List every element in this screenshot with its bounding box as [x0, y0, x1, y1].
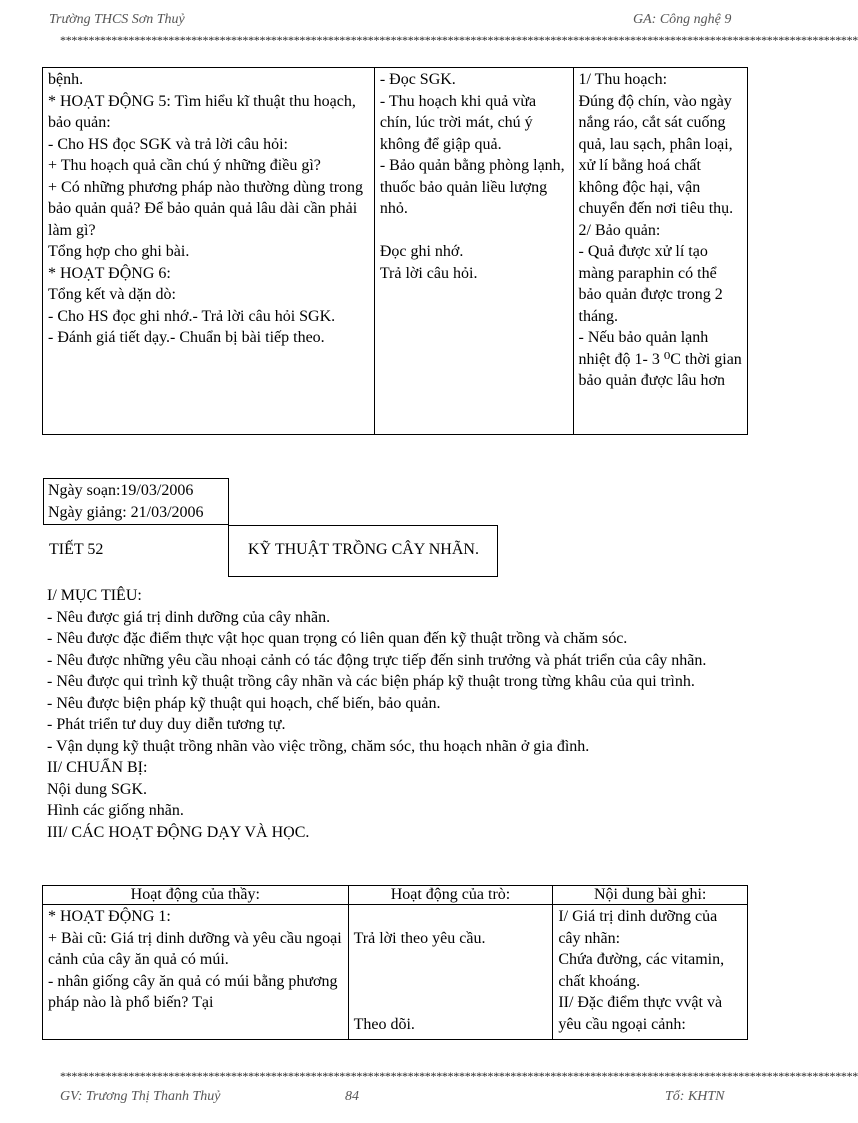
prep-date: Ngày soạn:19/03/2006	[48, 482, 194, 499]
text-line: - Nêu được giá trị dinh dưỡng của cây nhãn.	[47, 608, 331, 626]
column-header-teacher: Hoạt động của thầy:	[43, 886, 349, 905]
activity-table-2	[42, 885, 748, 1040]
text-line: + Thu hoạch quả cần chú ý những điều gì?	[48, 157, 321, 174]
text-line: - Nêu được qui trình kỹ thuật trồng cây nhãn và các biện pháp kỹ thuật trong từng khâu của qui trình.	[47, 673, 695, 690]
text-line: I/ Giá trị dinh dưỡng của cây nhãn:	[558, 908, 722, 947]
footer-separator: ********************************************************************************************************************************************	[60, 1069, 858, 1083]
text-line: Tổng kết và dặn dò:	[48, 286, 176, 303]
text-line: I/ MỤC TIÊU:	[47, 587, 142, 604]
teach-date: Ngày giảng: 21/03/2006	[48, 503, 204, 521]
text-line: - Bảo quản bằng phòng lạnh, thuốc bảo quản liều lượng nhỏ.	[379, 157, 569, 217]
header-school: Trường THCS Sơn Thuỷ	[49, 12, 185, 27]
text-line: III/ CÁC HOẠT ĐỘNG DẠY VÀ HỌC.	[47, 823, 310, 841]
text-line: Đọc ghi nhớ.	[379, 243, 464, 260]
text-line: - Nếu bảo quản lạnh nhiệt độ 1- 3 ⁰C thời gian bảo quản được lâu hơn	[578, 329, 746, 389]
text-line: 2/ Bảo quản:	[578, 221, 661, 239]
text-line: + Bài cũ: Giá trị dinh dưỡng và yêu cầu ngoại cảnh của cây ăn quả có múi.	[48, 929, 346, 969]
page-number: 84	[345, 1089, 359, 1104]
text-line: - Nêu được biện pháp kỹ thuật qui hoạch, chế biến, bảo quản.	[47, 694, 441, 712]
header-subject: GA: Công nghệ 9	[633, 12, 732, 27]
text-line	[380, 220, 568, 242]
date-box	[43, 478, 229, 525]
text-line: Trả lời câu hỏi.	[379, 264, 478, 282]
lesson-content-cell	[553, 905, 748, 1040]
text-line: bệnh.	[48, 71, 84, 88]
text-line	[354, 906, 548, 928]
text-line: + Có những phương pháp nào thường dùng trong bảo quản quả? Để bảo quản quả lâu dài cần phải làm gì?	[48, 178, 368, 239]
lesson-objectives	[47, 585, 767, 843]
text-line: - Cho HS đọc ghi nhớ.- Trả lời câu hỏi SGK.	[48, 307, 336, 325]
student-activity-cell	[348, 905, 553, 1040]
text-line	[354, 992, 548, 1014]
student-activity-cell	[374, 68, 573, 435]
text-line: - Nêu được đặc điểm thực vật học quan trọng có liên quan đến kỹ thuật trồng và chăm sóc.	[47, 630, 628, 647]
text-line	[354, 949, 548, 971]
text-line: Đúng độ chín, vào ngày nắng ráo, cắt sát cuống quả, lau sạch, phân loại, xử lí bằng hoá chất không độc hại, vận chuyển đến nơi tiêu thụ.	[578, 92, 737, 217]
text-line: - Vận dụng kỹ thuật trồng nhãn vào việc trồng, chăm sóc, thu hoạch nhãn ở gia đình.	[47, 737, 590, 755]
column-header-student: Hoạt động của trò:	[348, 886, 553, 905]
text-line: - Phát triển tư duy duy diễn tương tự.	[47, 716, 286, 733]
teacher-activity-cell	[43, 905, 349, 1040]
text-line: Chứa đường, các vitamin, chất khoáng.	[558, 951, 733, 990]
activity-table-1	[42, 67, 748, 435]
footer-group: Tổ: KHTN	[665, 1089, 725, 1104]
text-line: - Đánh giá tiết dạy.- Chuẩn bị bài tiếp theo.	[48, 329, 325, 346]
text-line: Trả lời theo yêu cầu.	[353, 929, 486, 947]
text-line: - Quả được xử lí tạo màng paraphin có thể bảo quản được trong 2 tháng.	[578, 243, 727, 325]
text-line: - Đọc SGK.	[379, 71, 456, 88]
text-line	[354, 971, 548, 993]
text-line: * HOẠT ĐỘNG 5: Tìm hiểu kĩ thuật thu hoạch, bảo quản:	[48, 92, 360, 131]
text-line: - Thu hoạch khi quả vừa chín, lúc trời mát, chú ý không để giập quả.	[379, 92, 541, 153]
lesson-title: KỸ THUẬT TRỒNG CÂY NHÃN.	[248, 541, 479, 558]
text-line: * HOẠT ĐỘNG 1:	[48, 908, 171, 926]
text-line: - Nêu được những yêu cầu nhoại cảnh có tác động trực tiếp đến sinh trưởng và phát triển của cây nhãn.	[47, 651, 707, 669]
text-line: - nhân giống cây ăn quả có múi bằng phương pháp nào là phổ biến? Tại	[48, 972, 342, 1012]
text-line: 1/ Thu hoạch:	[578, 71, 668, 88]
text-line: II/ Đặc điểm thực vvật và yêu cầu ngoại cảnh:	[558, 994, 727, 1033]
lesson-content-cell	[573, 68, 748, 435]
footer-teacher: GV: Trương Thị Thanh Thuỷ	[60, 1089, 221, 1104]
text-line: Hình các giống nhãn.	[47, 802, 184, 819]
column-header-content: Nội dung bài ghi:	[553, 886, 748, 905]
lesson-period: TIẾT 52	[49, 541, 104, 558]
header-separator: ********************************************************************************************************************************************	[60, 33, 858, 47]
text-line: - Cho HS đọc SGK và trả lời câu hỏi:	[48, 135, 288, 153]
text-line: Nội dung SGK.	[47, 780, 148, 798]
text-line: * HOẠT ĐỘNG 6:	[48, 264, 171, 282]
text-line: Tổng hợp cho ghi bài.	[48, 243, 190, 260]
teacher-activity-cell	[43, 68, 375, 435]
text-line: II/ CHUẨN BỊ:	[47, 759, 148, 776]
text-line: Theo dõi.	[353, 1015, 415, 1033]
